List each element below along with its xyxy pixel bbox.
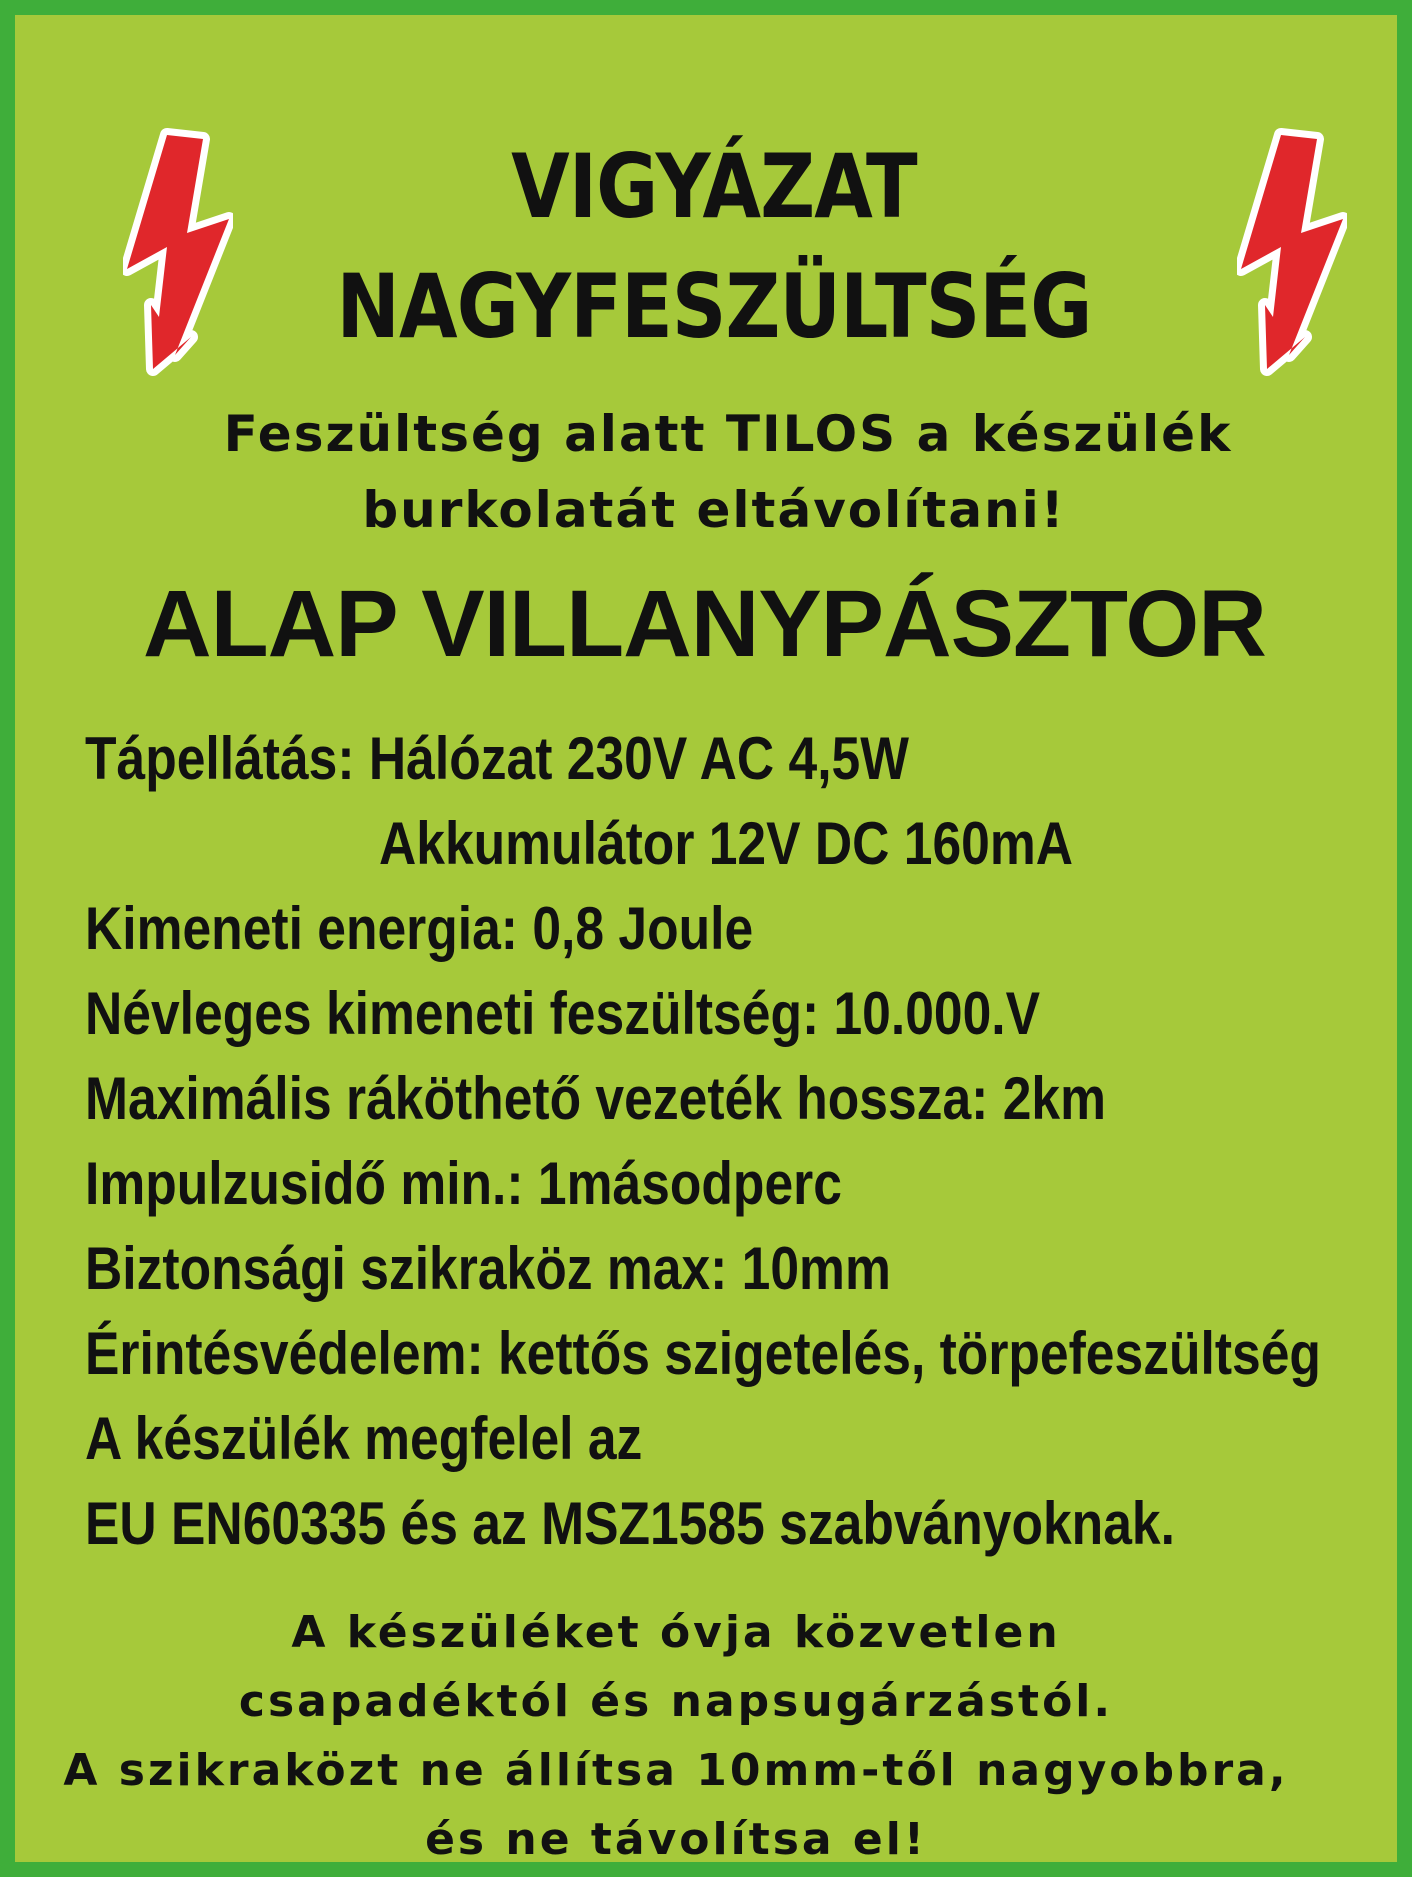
footer-line-4: és ne távolítsa el! — [425, 1814, 927, 1865]
footer-line-3: A szikraközt ne állítsa 10mm-től nagyobbra, — [63, 1745, 1289, 1796]
warning-title-line-1: VIGYÁZAT — [511, 135, 917, 238]
spec-compliance-line-2: EU EN60335 és az MSZ1585 szabványoknak. — [85, 1490, 1175, 1557]
spec-compliance-line-1: A készülék megfelel az — [85, 1405, 643, 1472]
spec-battery: Akkumulátor 12V DC 160mA — [379, 810, 1073, 877]
footer-line-1: A készüléket óvja közvetlen — [291, 1607, 1061, 1658]
spec-power-supply: Tápellátás: Hálózat 230V AC 4,5W — [85, 725, 909, 792]
spec-max-wire-length: Maximális ráköthető vezeték hossza: 2km — [85, 1065, 1106, 1132]
warning-subtitle-line-1: Feszültség alatt TILOS a készülék — [223, 405, 1233, 463]
spec-shock-protection: Érintésvédelem: kettős szigetelés, törpefeszültség — [85, 1320, 1321, 1387]
footer-line-2: csapadéktól és napsugárzástól. — [238, 1676, 1114, 1727]
spec-impulse-time: Impulzusidő min.: 1másodperc — [85, 1150, 842, 1217]
spec-output-energy: Kimeneti energia: 0,8 Joule — [85, 895, 754, 962]
spec-output-voltage: Névleges kimeneti feszültség: 10.000.V — [85, 980, 1041, 1047]
spec-spark-gap: Biztonsági szikraköz max: 10mm — [85, 1235, 891, 1302]
product-title: ALAP VILLANYPÁSZTOR — [143, 571, 1266, 677]
warning-title-line-2: NAGYFESZÜLTSÉG — [336, 255, 1092, 358]
warning-subtitle-line-2: burkolatát eltávolítani! — [362, 481, 1066, 539]
